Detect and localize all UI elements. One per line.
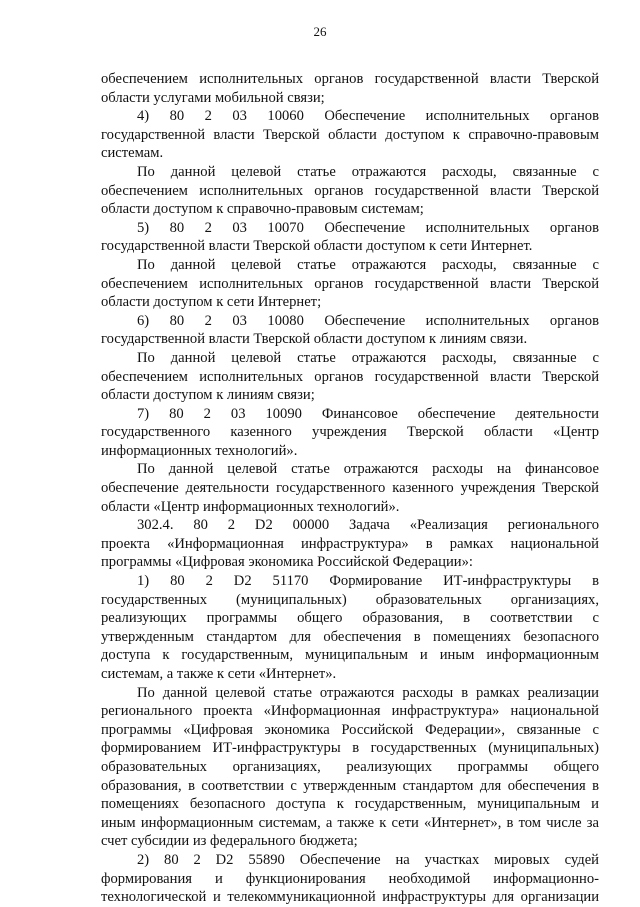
text-line: программы «Цифровая экономика Российской Федерации»: xyxy=(101,554,473,571)
text-line: По данной целевой статье отражаются расходы, связанные с xyxy=(137,256,599,273)
text-line: государственных (муниципальных) образовательных организациях, xyxy=(101,591,599,608)
text-line: государственного казенного учреждения Тверской области «Центр xyxy=(101,424,599,441)
text-line: По данной целевой статье отражаются расходы в рамках реализации xyxy=(137,684,599,701)
text-line: системам, а также к сети «Интернет». xyxy=(101,666,337,682)
text-line: реализующих программы общего образования, в соответствии с xyxy=(101,610,599,627)
text-line: 2) 80 2 D2 55890 Обеспечение на участках мировых судей xyxy=(137,851,599,868)
text-line: 302.4. 80 2 D2 00000 Задача «Реализация регионального xyxy=(137,517,599,534)
text-line: области доступом к линиям связи; xyxy=(101,387,315,404)
text-line: образования, в соответствии с утвержденным стандартом для обеспечения в xyxy=(101,777,599,794)
text-line: информационных технологий». xyxy=(101,442,298,459)
text-line: обеспечением исполнительных органов государственной власти Тверской xyxy=(101,182,599,199)
text-line: области услугами мобильной связи; xyxy=(101,89,325,106)
text-line: программы «Цифровая экономика Российской Федерации», связанные с xyxy=(101,721,599,738)
text-line: По данной целевой статье отражаются расходы, связанные с xyxy=(137,349,599,366)
text-line: 5) 80 2 03 10070 Обеспечение исполнительных органов xyxy=(137,219,599,236)
text-line: 7) 80 2 03 10090 Финансовое обеспечение деятельности xyxy=(137,405,599,422)
text-line: утвержденным стандартом для обеспечения в помещениях безопасного xyxy=(101,628,599,645)
text-line: обеспечением исполнительных органов государственной власти Тверской xyxy=(101,368,599,385)
text-line: По данной целевой статье отражаются расходы на финансовое xyxy=(137,461,599,478)
text-line: 1) 80 2 D2 51170 Формирование ИТ-инфраструктуры в xyxy=(137,573,599,590)
text-line: 4) 80 2 03 10060 Обеспечение исполнительных органов xyxy=(137,108,599,125)
text-line: доступа к государственным, муниципальным и иным информационным xyxy=(101,647,599,664)
text-line: обеспечение деятельности государственного казенного учреждения Тверской xyxy=(101,480,599,497)
text-line: государственной власти Тверской области доступом к сети Интернет. xyxy=(101,238,533,255)
text-line: системам. xyxy=(101,145,164,162)
text-line: проекта «Информационная инфраструктура» в рамках национальной xyxy=(101,535,599,552)
text-line: 6) 80 2 03 10080 Обеспечение исполнительных органов xyxy=(137,312,599,329)
text-line: формирования и функционирования необходимой информационно- xyxy=(101,870,599,887)
document-body xyxy=(101,70,599,907)
text-line: счет субсидии из федерального бюджета; xyxy=(101,833,358,850)
text-line: государственной власти Тверской области доступом к справочно-правовым xyxy=(101,126,599,143)
text-line: обеспечением исполнительных органов государственной власти Тверской xyxy=(101,275,599,292)
page-number: 26 xyxy=(313,24,327,39)
text-line: иным информационным системам, а также к сети «Интернет», в том числе за xyxy=(101,814,599,831)
text-line: области доступом к сети Интернет; xyxy=(101,294,322,311)
text-line: формированием ИТ-инфраструктуры в государственных (муниципальных) xyxy=(101,740,599,757)
text-line: регионального проекта «Информационная инфраструктура» национальной xyxy=(101,703,599,720)
text-line: помещениях безопасного доступа к государственным, муниципальным и xyxy=(101,796,599,813)
text-line: обеспечением исполнительных органов государственной власти Тверской xyxy=(101,71,599,87)
text-line: По данной целевой статье отражаются расходы, связанные с xyxy=(137,163,599,180)
text-line: области доступом к справочно-правовым системам; xyxy=(101,201,424,218)
text-line: государственной власти Тверской области доступом к линиям связи. xyxy=(101,331,528,348)
text-line: области «Центр информационных технологий». xyxy=(101,498,400,515)
text-line: образовательных организациях, реализующих программы общего xyxy=(101,758,599,775)
text-line: технологической и телекоммуникационной инфраструктуры для организации xyxy=(101,889,599,906)
